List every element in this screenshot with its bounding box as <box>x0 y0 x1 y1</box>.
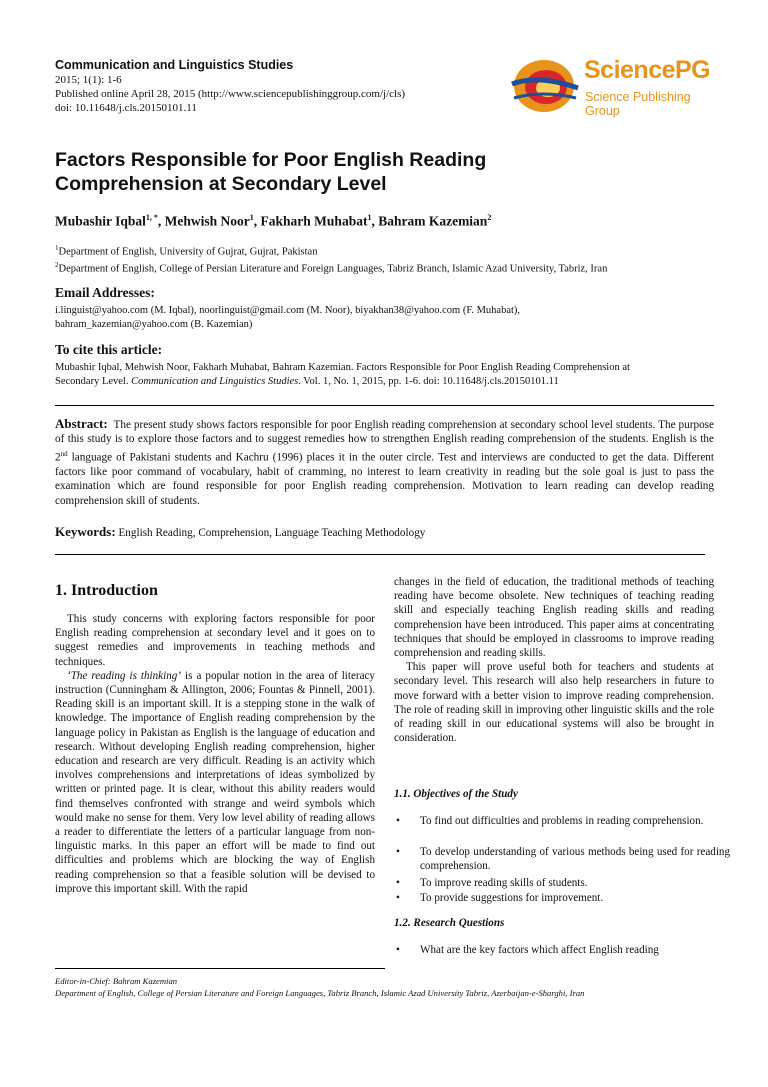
footer-address: Department of English, College of Persian Literature and Foreign Languages, Tabriz Branch, Islamic Azad University Tabriz, Azerbaijan-e-Sharghi, Iran <box>55 988 585 998</box>
affiliation-text: Department of English, College of Persian Literature and Foreign Languages, Tabriz Branch, Islamic Azad University, Tabriz, Iran <box>58 263 608 275</box>
bullet-icon: • <box>396 815 400 827</box>
paper-title-line2: Comprehension at Secondary Level <box>55 173 387 195</box>
intro-paragraph-2 <box>55 669 375 896</box>
affiliation-number: 2 <box>55 261 59 269</box>
logo-wordmark: SciencePG <box>584 56 711 84</box>
paper-title-line1: Factors Responsible for Poor English Reading <box>55 149 487 171</box>
abstract-text-cont: language of Pakistani students and Kachru (1996) places it in the outer circle. Test and interviews are conducted to get the data. Different factors like poor command of vocabulary, habit of cramming, no interest to learn creativity in reading but the sole goal is just to pass the examination which are found responsible for poor English reading comprehension. Motivation to learn reading can develop reading comprehension skill of students. <box>55 451 714 507</box>
objective-text: To improve reading skills of students. <box>420 877 588 889</box>
email-line-2: bahram_kazemian@yahoo.com (B. Kazemian) <box>55 319 253 330</box>
subsection-heading-questions: 1.2. Research Questions <box>394 917 505 929</box>
intro-quote: ‘The reading is thinking’ <box>67 669 181 682</box>
email-line-1: i.linguist@yahoo.com (M. Iqbal), noorlinguist@gmail.com (M. Noor), biyakhan38@yahoo.com (F. Muhabat), <box>55 305 521 316</box>
affiliation-2 <box>55 261 607 275</box>
keywords-label: Keywords: <box>55 524 116 539</box>
right-paragraph-2: This paper will prove useful both for teachers and students at secondary level. This research will also help researchers in future to move forward with a better vision to improve reading comprehension. The role of reading skill in improving other linguistic skills and the role of reading skill in our educational systems will also be brought in consideration. <box>394 661 714 745</box>
right-column-body <box>394 575 714 745</box>
author-affiliation-mark: 1 <box>249 213 254 222</box>
publication-date: Published online April 28, 2015 (http://www.sciencepublishinggroup.com/j/cls) <box>55 88 406 100</box>
abstract-text: The present study shows factors responsible for poor English reading comprehension at secondary school level students. The purpose of this study is to explore those factors and to suggest remedies how to strengthen English reading comprehension of the students. English is the 2 <box>55 419 714 464</box>
citation-line-1: Mubashir Iqbal, Mehwish Noor, Fakharh Muhabat, Bahram Kazemian. Factors Responsible for Poor English Reading Comprehension at <box>55 362 630 373</box>
sciencepg-logo <box>508 54 718 116</box>
author-list <box>55 213 491 230</box>
citation-text: . Vol. 1, No. 1, 2015, pp. 1-6. doi: 10.11648/j.cls.20150101.11 <box>298 376 559 387</box>
email-heading: Email Addresses: <box>55 285 155 300</box>
divider-top <box>55 405 714 406</box>
subsection-heading-objectives: 1.1. Objectives of the Study <box>394 788 518 800</box>
bullet-icon: • <box>396 944 400 956</box>
right-paragraph-1: changes in the field of education, the traditional methods of teaching reading have become obsolete. New techniques of teaching reading skill and especially teaching English reading skills and reading comprehension have been introduced. This paper aims at concentrating techniques that should be employed in classrooms to improve reading comprehension and reading skills. <box>394 576 714 660</box>
sciencepg-logo-icon <box>508 54 582 116</box>
author-affiliation-mark: 1, * <box>145 213 158 222</box>
author-name: , Bahram Kazemian <box>371 213 488 229</box>
cite-heading: To cite this article: <box>55 342 163 357</box>
journal-title: Communication and Linguistics Studies <box>55 58 294 72</box>
author-name: , Fakharh Muhabat <box>253 213 368 229</box>
citation-line-2 <box>55 375 559 388</box>
journal-doi: doi: 10.11648/j.cls.20150101.11 <box>55 102 197 114</box>
objective-text: To find out difficulties and problems in reading comprehension. <box>420 815 704 827</box>
footer-editor: Editor-in-Chief: Bahram Kazemian <box>55 976 178 986</box>
objective-text: To provide suggestions for improvement. <box>420 892 604 904</box>
intro-body <box>55 612 375 896</box>
author-name: Mubashir Iqbal <box>55 213 146 229</box>
keywords-text: English Reading, Comprehension, Language Teaching Methodology <box>118 527 426 539</box>
affiliation-1 <box>55 244 317 258</box>
intro-paragraph-1: This study concerns with exploring factors responsible for poor English reading comprehension at secondary level and it goes on to suggest remedies and improvements in teaching methods and techniques. <box>55 613 375 668</box>
paper-title <box>55 148 655 196</box>
question-text: What are the key factors which affect English reading <box>420 944 659 956</box>
keywords <box>55 524 425 540</box>
author-affiliation-mark: 1 <box>367 213 372 222</box>
intro-paragraph-2-text: is a popular notion in the area of literacy instruction (Cunningham & Allington, 2006; Fountas & Pinnell, 2001). Reading skill is an important skill. It is a stepping stone in the walk of knowledge. The importance of English reading comprehension by the language policy in Pakistan as English is the language of education and research. Without developing English reading comprehension, higher education and research are very difficult. Reading is an activity which involves comprehensions and interpretations of ideas symbolized by written or printed page. It is clear, without this ability readers would find themselves confronted with strange and weird symbols which would make no sense for them. Very low level ability of reading allows a reader to differentiate the letters of a particular language from non-linguistic marks. In this paper an effort will be made to find out difficulties and problems which are blocking the way of English reading comprehension so that a feasible solution will be devised to improve this important skill. With the rapid <box>55 669 375 895</box>
affiliation-number: 1 <box>55 244 59 252</box>
affiliation-text: Department of English, University of Gujrat, Gujrat, Pakistan <box>58 246 318 258</box>
author-affiliation-mark: 2 <box>487 213 492 222</box>
bullet-icon: • <box>396 846 400 858</box>
logo-subtitle: Science Publishing Group <box>585 90 691 118</box>
citation-journal: Communication and Linguistics Studies <box>131 376 299 387</box>
objective-text: To develop understanding of various methods being used for reading comprehension. <box>420 846 730 873</box>
journal-volume: 2015; 1(1): 1-6 <box>55 74 122 86</box>
bullet-icon: • <box>396 877 400 889</box>
abstract-label: Abstract: <box>55 416 108 431</box>
abstract-sup: nd <box>60 449 68 458</box>
bullet-icon: • <box>396 892 400 904</box>
section-heading-introduction: 1. Introduction <box>55 582 158 599</box>
author-name: , Mehwish Noor <box>157 213 250 229</box>
abstract <box>55 417 714 508</box>
footer-divider <box>55 968 385 969</box>
divider-bottom <box>55 554 705 555</box>
citation-text: Secondary Level. <box>55 376 132 387</box>
